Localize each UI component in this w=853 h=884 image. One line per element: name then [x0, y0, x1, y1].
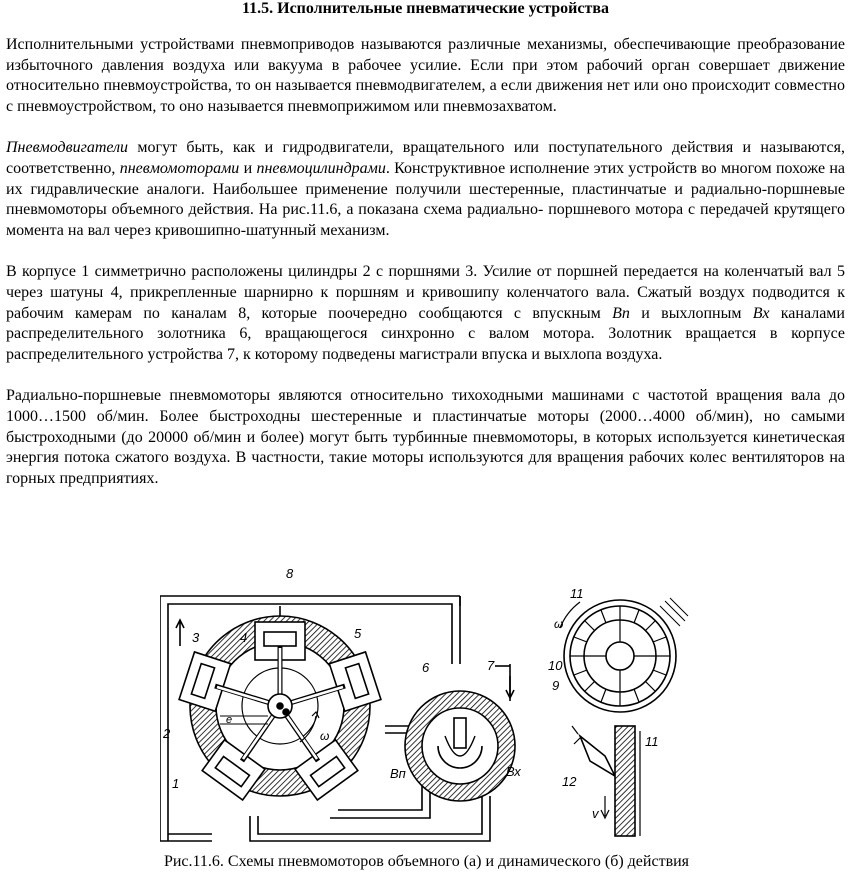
velocity-arrow	[601, 796, 609, 818]
label-12: 12	[562, 774, 577, 789]
paragraph-definitions: Исполнительными устройствами пневмоприводов называются различные механизмы, обеспечивающие преобразование избыточного давления воздуха или вакуума в рабочее усилие. Если при этом рабочий орган совершает движение относительно пневмоустройства, то он называется пневмодвигателем, а если движения нет или оно происходит совместно с пневмоустройством, то оно называется пневмоприжимом или пневмозахватом.	[6, 36, 845, 115]
label-omega-a: ω	[320, 729, 330, 743]
label-omega-b: ω	[554, 617, 564, 631]
label-5: 5	[354, 626, 362, 641]
radial-piston-motor-diagram	[160, 596, 515, 841]
label-e: e	[226, 714, 233, 726]
label-3: 3	[192, 630, 200, 645]
label-8: 8	[286, 566, 294, 581]
paragraph-text-segment: . Конструктивное исполнение этих устройств во многом похоже на их гидравлические аналоги. Наибольшее применение получили шестеренные, пластинчатые и радиально-поршневые пневмомоторы объемного действия. На рис.11.6, а показана схема радиально- поршневого мотора с передачей крутящего момента на вал через кривошипно-шатунный механизм.	[6, 159, 846, 239]
paragraph-pneumomotors	[6, 138, 845, 241]
label-9: 9	[552, 678, 560, 693]
paragraph-text-segment: каналами распределительного золотника 6, вращающегося синхронно с валом мотора. Золотник вращается в корпусе распределительного устройства 7, к которому подведены магистрали впуска и выхлопа воздуха.	[6, 304, 845, 363]
inlet-arrow	[176, 620, 184, 646]
term-pnevmomotory: пневмомоторами	[119, 159, 240, 177]
paragraph-speeds: Радиально-поршневые пневмомоторы являются относительно тихоходными машинами с частотой вращения вала до 1000…1500 об/мин. Более быстроходны шестеренные и пластинчатые моторы (2000…4000 об/мин), но самыми быстроходными (до 20000 об/мин и более) могут быть турбинные пневмомоторы, в которых используется кинетическая энергия потока сжатого воздуха. В частности, такие моторы используются для вращения рабочих колес вентиляторов на горных предприятиях.	[6, 387, 845, 487]
label-v: v	[592, 806, 599, 821]
label-7: 7	[487, 658, 495, 673]
turbine-blades-10	[570, 606, 670, 706]
figure-caption: Рис.11.6. Схемы пневмомоторов объемного (а) и динамического (б) действия	[163, 853, 690, 870]
turbine-motor-diagram	[560, 598, 688, 836]
term-pnevmocylindry: пневмоцилиндрами	[256, 159, 386, 177]
label-11-wheel: 11	[570, 586, 584, 601]
figure-pneumomotor-schemes	[160, 566, 700, 852]
label-6: 6	[422, 660, 430, 675]
label-2: 2	[163, 726, 171, 741]
document-page	[6, 0, 845, 489]
blade-strip-11	[615, 726, 635, 836]
paragraph-text-segment: и выхлопным	[629, 304, 753, 322]
label-vx: Вх	[506, 764, 521, 779]
label-vp: Вп	[390, 766, 406, 781]
term-vx: Вх	[752, 304, 770, 322]
term-vp: Вп	[612, 304, 630, 322]
paragraph-text-segment: В корпусе 1 симметрично расположены цилиндры 2 с поршнями 3. Усилие от поршней передается на коленчатый вал 5 через шатуны 4, прикрепленные шарнирно к поршням и кривошипу коленчатого вала. Сжатый воздух подводится к рабочим камерам по каналам 8, которые поочередно сообщаются с впускным	[6, 263, 845, 322]
figure-drawing	[160, 566, 700, 852]
label-11-strip: 11	[645, 734, 659, 749]
nozzle-12	[580, 736, 615, 776]
term-pneumomotors-italic: Пневмодвигатели	[6, 139, 129, 157]
label-4: 4	[240, 630, 248, 645]
label-1: 1	[172, 776, 180, 791]
paragraph-construction	[6, 262, 845, 365]
label-10: 10	[548, 658, 563, 673]
paragraph-text-segment: и	[239, 159, 257, 177]
section-heading: 11.5. Исполнительные пневматические устройства	[242, 0, 609, 17]
paragraph-text-segment: могут быть, как и гидродвигатели, вращательного или поступательного действия и называются, соответственно,	[6, 139, 845, 177]
